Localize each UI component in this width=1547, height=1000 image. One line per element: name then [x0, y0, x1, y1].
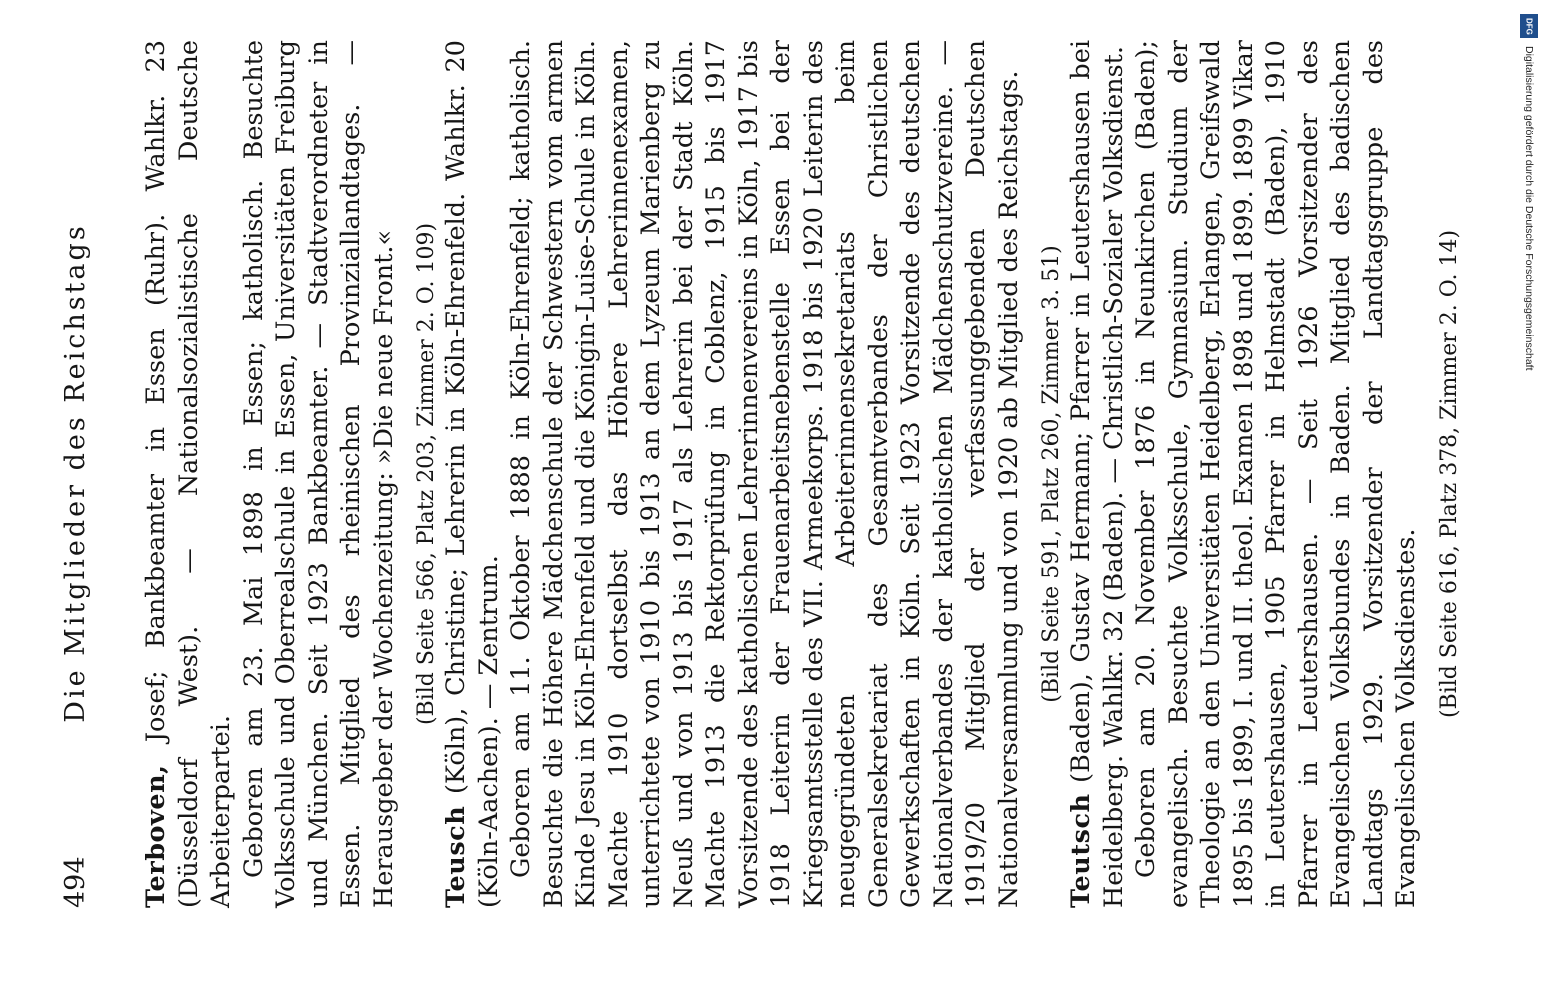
member-reference: (Bild Seite 591, Platz 260, Zimmer 3. 51): [1039, 245, 1064, 703]
entry-header: [440, 40, 505, 908]
member-name: Terboven,: [141, 764, 171, 908]
running-title: Die Mitglieder des Reichstags: [60, 223, 91, 723]
entry-header: [1065, 40, 1130, 908]
member-reference: (Bild Seite 616, Platz 378, Zimmer 2. O. 14): [1436, 229, 1462, 719]
entry-teusch: [440, 40, 1067, 908]
member-reference: (Bild Seite 566, Platz 203, Zimmer 2. O. 109): [414, 222, 439, 726]
page-number: 494: [60, 856, 91, 908]
member-name: Teusch: [441, 805, 471, 908]
member-biography: Geboren am 23. Mai 1898 in Essen; katholisch. Besuchte Volksschule und Oberrealschule in Essen, Universitäten Freiburg und München. Seit 1923 Bankbeamter. — Stadtverordneter in Essen. Mitglied des rheinischen Provinziallandtages. — Herausgeber der Wochenzeitung: »Die neue Front.«: [238, 40, 399, 908]
member-header-text: (Baden), Gustav Hermann; Pfarrer in Leutershausen bei Heidelberg. Wahlkr. 32 (Baden). — Christlich-Sozialer Volksdienst.: [1066, 40, 1129, 908]
entry-header: [140, 40, 238, 908]
entry-teutsch: [1065, 40, 1465, 908]
running-header: [60, 38, 100, 908]
credit-text: Digitalisierung gefördert durch die Deutsche Forschungsgemeinschaft: [1523, 46, 1535, 371]
member-header-text: Josef; Bankbeamter in Essen (Ruhr). Wahlkr. 23 (Düsseldorf West). — Nationalsozialistische Deutsche Arbeiterpartei.: [141, 40, 236, 908]
dfg-logo: DFG: [1520, 14, 1538, 38]
digitization-credit: [1518, 6, 1540, 996]
member-name: Teutsch: [1066, 793, 1096, 908]
member-biography: Geboren am 11. Oktober 1888 in Köln-Ehrenfeld; katholisch. Besuchte die Höhere Mädchenschule der Schwestern vom armen Kinde Jesu in Köln-Ehrenfeld und die Königin-Luise-Schule in Köln. Machte 1910 dortselbst das Höhere Lehrerinnenexamen, unterrichtete von 1910 bis 1913 an dem Lyzeum Marienberg zu Neuß und von 1913 bis 1917 als Lehrerin bei der Stadt Köln. Machte 1913 die Rektorprüfung in Coblenz, 1915 bis 1917 Vorsitzende des katholischen Lehrerinnenvereins in Köln, 1917 bis 1918 Leiterin der Frauenarbeitsnebenstelle Essen bei der Kriegsamtsstelle des VII. Armeekorps. 1918 bis 1920 Leiterin des neugegründeten Arbeiterinnensekretariats beim Generalsekretariat des Gesamtverbandes der Christlichen Gewerkschaften in Köln. Seit 1923 Vorsitzende des deutschen Nationalverbandes der katholischen Mädchenschutzvereine. — 1919/20 Mitglied der verfassunggebenden Deutschen Nationalversammlung und von 1920 ab Mitglied des Reichstags.: [506, 40, 1024, 908]
member-header-text: (Köln), Christine; Lehrerin in Köln-Ehrenfeld. Wahlkr. 20 (Köln-Aachen). — Zentrum.: [441, 40, 504, 908]
entry-terboven: [140, 40, 442, 908]
member-biography: Geboren am 20. November 1876 in Neunkirchen (Baden); evangelisch. Besuchte Volksschule, Gymnasium. Studium der Theologie an den Universitäten Heidelberg, Erlangen, Greifswald 1895 bis 1899, I. und II. theol. Examen 1898 und 1899. 1899 Vikar in Leutershausen, 1905 Pfarrer in Helmstadt (Baden), 1910 Pfarrer in Leutershausen. — Seit 1926 Vorsitzender des Evangelischen Volksbundes in Baden. Mitglied des badischen Landtags 1929. Vorsitzender der Landtagsgruppe des Evangelischen Volksdienstes.: [1131, 40, 1421, 908]
